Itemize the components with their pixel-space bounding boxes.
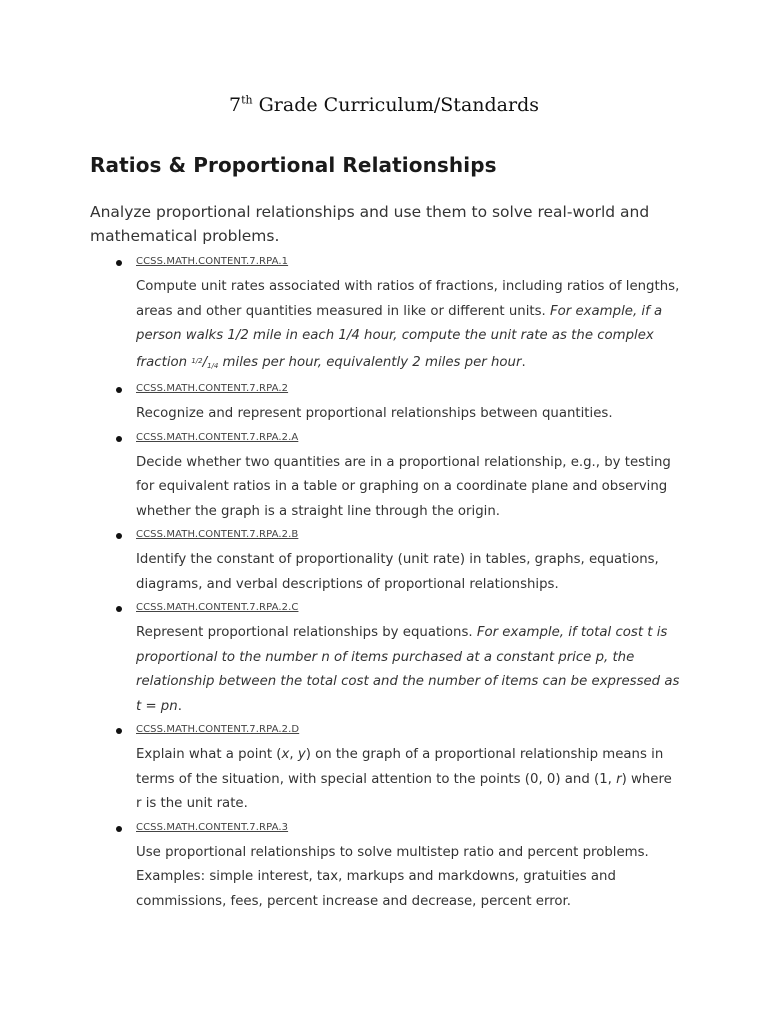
variable-x: x xyxy=(281,747,290,762)
standard-description: Identify the constant of proportionality (unit rate) in tables, graphs, equations, diagrams, and verbal descriptions of proportional relationships. xyxy=(136,552,659,592)
standard-code-link[interactable]: CCSS.MATH.CONTENT.7.RPA.2.C xyxy=(136,602,299,613)
variable-y: y xyxy=(297,747,306,762)
standard-description: Compute unit rates associated with ratios of fractions, including ratios of lengths, areas and other quantities measured in like or different units. For example, if a person walks 1/2 mile in each 1/4 hour, compute the unit rate as the complex fraction $^{1/2}$/1/4 miles per hour, equivalently 2 miles per hour. xyxy=(136,279,680,370)
standard-description: Explain what a point (x, y) on the graph of a proportional relationship means in terms of the situation, with special attention to the points (0, 0) and (1, r) where r is the unit rate. xyxy=(136,747,672,811)
standard-code-link[interactable]: CCSS.MATH.CONTENT.7.RPA.1 xyxy=(136,256,289,267)
section-intro: Analyze proportional relationships and use them to solve real-world and mathematical problems. xyxy=(90,203,650,245)
bullet-icon xyxy=(116,606,122,612)
variable-r: r xyxy=(616,771,622,787)
standard-item xyxy=(0,251,768,378)
standard-description: Use proportional relationships to solve multistep ratio and percent problems. Examples: simple interest, tax, markups and markdowns, gratuities and commissions, fees, percent increase and decrease, percent error. xyxy=(136,844,649,909)
standard-description: Represent proportional relationships by equations. For example, if total cost t is proportional to the number n of items purchased at a constant price p, the relationship between the total cost and the number of items can be expressed as t = pn. xyxy=(136,625,680,714)
fraction-denominator: 1/4 xyxy=(207,361,219,370)
bullet-icon xyxy=(116,387,122,393)
standard-item xyxy=(0,378,768,427)
bullet-icon xyxy=(116,436,122,442)
bullet-icon xyxy=(116,533,122,539)
standard-item xyxy=(0,817,768,915)
document-title xyxy=(0,94,768,116)
standard-code-link[interactable]: CCSS.MATH.CONTENT.7.RPA.2 xyxy=(136,383,289,394)
standard-item xyxy=(0,427,768,525)
title-ordinal-suffix: th xyxy=(241,93,253,107)
section-heading: Ratios & Proportional Relationships xyxy=(90,153,497,177)
fraction-numerator: 1/2 xyxy=(191,356,203,365)
standard-example: For example, if a person walks 1/2 mile in each 1/4 hour, compute the unit rate as the complex fraction $^{1/2}$/1/4 miles per hour, equivalently 2 miles per hour xyxy=(136,303,663,370)
standard-item xyxy=(0,524,768,597)
standard-code-link[interactable]: CCSS.MATH.CONTENT.7.RPA.2.D xyxy=(136,724,300,735)
bullet-icon xyxy=(116,260,122,266)
bullet-icon xyxy=(116,728,122,734)
bullet-icon xyxy=(116,826,122,832)
standard-example: For example, if total cost t is proportional to the number n of items purchased at a constant price p, the relationship between the total cost and the number of items can be expressed as t = pn xyxy=(136,625,680,714)
title-grade-number: 7 xyxy=(228,94,242,116)
standard-code-link[interactable]: CCSS.MATH.CONTENT.7.RPA.2.A xyxy=(136,431,299,443)
standard-description: Recognize and represent proportional relationships between quantities. xyxy=(136,406,613,421)
standard-code-link[interactable]: CCSS.MATH.CONTENT.7.RPA.2.B xyxy=(136,529,299,540)
standards-list xyxy=(0,251,768,914)
title-text: Grade Curriculum/Standards xyxy=(252,94,539,116)
standard-description: Decide whether two quantities are in a proportional relationship, e.g., by testing for equivalent ratios in a table or graphing on a coordinate plane and observing whether the graph is a straight line through the origin. xyxy=(136,454,671,519)
standard-code-link[interactable]: CCSS.MATH.CONTENT.7.RPA.3 xyxy=(136,821,289,833)
standard-item xyxy=(0,719,768,817)
standard-item xyxy=(0,597,768,719)
